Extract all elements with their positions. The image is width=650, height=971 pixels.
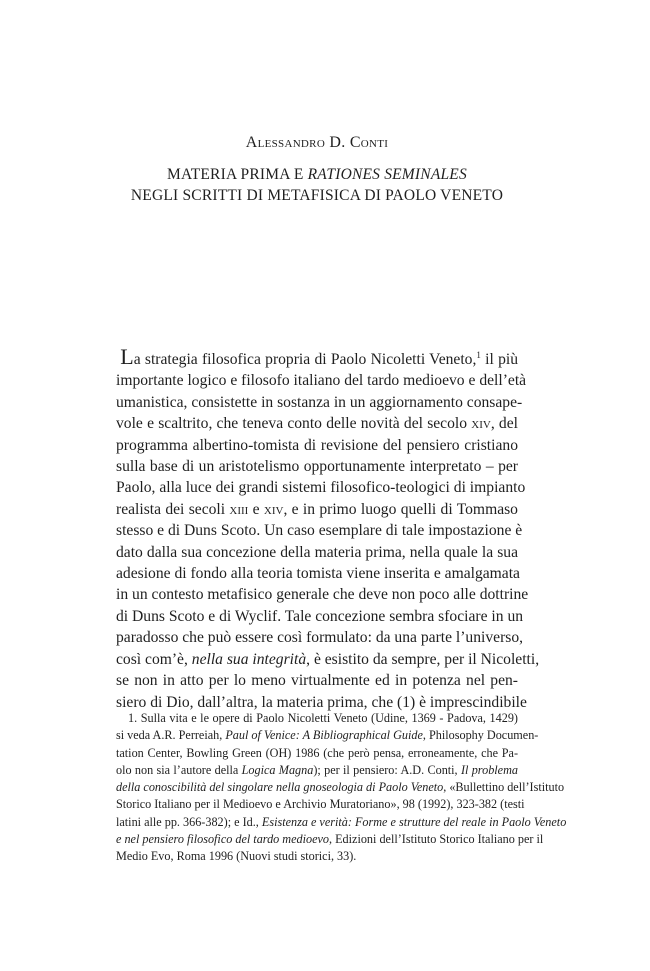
body-line: Paolo, alla luce dei grandi sistemi filosofico-teologici di impianto bbox=[116, 479, 526, 497]
citation-title: e nel pensiero filosofico del tardo medioevo bbox=[116, 832, 330, 847]
body-line: sulla base di un aristotelismo opportunamente interpretato – per bbox=[116, 458, 518, 476]
italic-phrase: nella sua integrità bbox=[191, 650, 307, 668]
footnote-line: Storico Italiano per il Medioevo e Archivio Muratoriano», 98 (1992), 323-382 (testi bbox=[116, 797, 525, 812]
body-line: paradosso che può essere così formulato: da una parte l’universo, bbox=[116, 629, 524, 647]
body-line: in un contesto metafisico generale che deve non poco alle dottrine bbox=[116, 586, 529, 604]
drop-capital: L bbox=[120, 344, 134, 369]
body-line: così com’è, nella sua integrità, è esistito da sempre, per il Nicoletti, bbox=[116, 650, 540, 668]
article-title bbox=[116, 164, 518, 206]
citation-title: della conoscibilità del singolare nella gnoseologia di Paolo Veneto bbox=[116, 780, 444, 795]
footnote-line: olo non sia l’autore della Logica Magna); per il pensiero: A.D. Conti, Il problema bbox=[116, 762, 518, 777]
body-paragraph bbox=[116, 344, 540, 713]
footnote-line: tation Center, Bowling Green (OH) 1986 (che però pensa, erroneamente, che Pa- bbox=[116, 745, 518, 760]
body-line: La strategia filosofica propria di Paolo Nicoletti Veneto,$^1$ il più bbox=[120, 344, 518, 369]
century-numeral: xiii bbox=[229, 500, 249, 518]
body-line: importante logico e filosofo italiano del tardo medioevo e dell’età bbox=[116, 372, 527, 390]
footnote-line: della conoscibilità del singolare nella gnoseologia di Paolo Veneto, «Bullettino dell’Istituto bbox=[116, 780, 565, 795]
body-line: realista dei secoli xiii e xiv, e in primo luogo quelli di Tommaso bbox=[116, 500, 518, 518]
body-line: vole e scaltrito, che teneva conto delle novità del secolo xiv, del bbox=[116, 415, 518, 433]
title-line-2: NEGLI SCRITTI DI METAFISICA DI PAOLO VENETO bbox=[130, 187, 504, 204]
body-line: siero di Dio, dall’altra, la materia prima, che (1) è imprescindibile bbox=[116, 693, 527, 711]
footnote-line: 1. Sulla vita e le opere di Paolo Nicoletti Veneto (Udine, 1369 - Padova, 1429) bbox=[128, 711, 518, 725]
body-line: se non in atto per lo meno virtualmente ed in potenza nel pen- bbox=[116, 672, 518, 690]
citation-title: Il problema bbox=[460, 762, 518, 777]
title-italic: RATIONES SEMINALES bbox=[307, 166, 467, 183]
footnote-line: e nel pensiero filosofico del tardo medioevo, Edizioni dell’Istituto Storico Italiano per il bbox=[116, 832, 544, 847]
footnote-line: Medio Evo, Roma 1996 (Nuovi studi storici, 33). bbox=[116, 849, 357, 864]
body-line: di Duns Scoto e di Wyclif. Tale concezione sembra sfociare in un bbox=[116, 607, 524, 625]
citation-title: Logica Magna bbox=[241, 762, 314, 777]
body-line: umanistica, consistette in sostanza in un aggiornamento consape- bbox=[116, 393, 523, 411]
body-line: adesione di fondo alla teoria tomista viene inserita e amalgamata bbox=[116, 565, 520, 583]
body-line: programma albertino-tomista di revisione del pensiero cristiano bbox=[116, 436, 518, 454]
footnote-line: latini alle pp. 366-382); e Id., Esistenza e verità: Forme e strutture del reale in Paolo Veneto bbox=[116, 814, 567, 829]
century-numeral: xiv bbox=[471, 415, 491, 433]
title-prefix: MATERIA PRIMA E bbox=[167, 166, 308, 183]
footnote bbox=[116, 710, 567, 866]
author-name: Alessandro D. Conti bbox=[245, 134, 389, 151]
title-line-1 bbox=[116, 164, 518, 185]
footnote-ref[interactable]: 1 bbox=[476, 350, 481, 360]
footnote-line: si veda A.R. Perreiah, Paul of Venice: A Bibliographical Guide, Philosophy Documen- bbox=[116, 728, 539, 743]
citation-title: Paul of Venice: A Bibliographical Guide bbox=[225, 728, 423, 743]
body-line: stesso e di Duns Scoto. Un caso esemplare di tale impostazione è bbox=[116, 522, 523, 540]
citation-title: Esistenza e verità: Forme e strutture del reale in Paolo Veneto bbox=[261, 814, 567, 829]
body-line: dato dalla sua concezione della materia prima, nella quale la sua bbox=[116, 543, 518, 561]
century-numeral: xiv bbox=[263, 500, 284, 518]
